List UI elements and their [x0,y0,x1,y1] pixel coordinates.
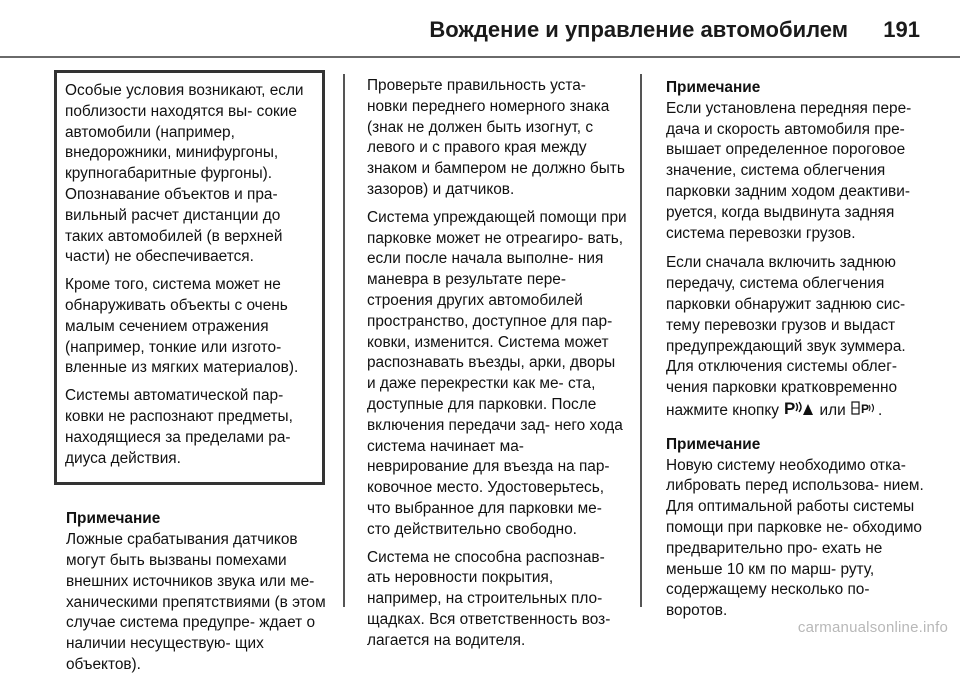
note-block [666,78,928,244]
note-text: Если установлена передняя пере- дача и скорость автомобиля пре- вышает определенное пороговое значение, система облегчения парковки задним ходом деактиви- руется, когда выдвинута задняя система перевозки грузов. [666,99,912,242]
svg-text:P: P [861,401,870,416]
note-text: Новую систему необходимо отка- либровать перед использова- нием. Для оптимальной работы системы помощи при парковке не- обходимо предварительно про- ехать не меньше 10 км по марш- руту, содержащему несколько по- воротов. [666,456,924,620]
svg-text:P: P [784,398,796,417]
watermark: carmanualsonline.info [797,619,948,636]
warning-box [54,70,325,485]
page-number: 191 [883,17,920,42]
warning-paragraph: Особые условия возникают, если поблизости находятся вы- сокие автомобили (например, внедорожники, минифургоны, крупногабаритные фургоны). Опознавание объектов и пра- вильный расчет дистанции до таких автомобилей (в верхней части) не обеспечивается. [65,82,304,266]
page-header-title: Вождение и управление автомобилем [429,17,848,42]
column-1 [66,76,338,676]
paragraph-or: или [819,401,846,419]
note-title: Примечание [666,435,761,453]
header-divider [0,56,960,58]
advanced-park-assist-button-icon [851,399,877,424]
note-title: Примечание [66,510,161,528]
column-divider [343,74,345,607]
paragraph: Проверьте правильность уста- новки переднего номерного знака (знак не должен быть изогнут, с левого и с правого края между знаком и бампером не должно быть зазоров) и датчиков. [367,77,625,198]
paragraph: Система не способна распознав- ать неровности покрытия, например, на строительных пло- щадках. Вся ответственность воз- лагается на водителя. [367,548,611,649]
warning-paragraph: Кроме того, система может не обнаруживать объекты с очень малым сечением отражения (например, тонкие или изгото- вленные из мягких материалов). [65,276,299,377]
column-3 [666,76,928,622]
paragraph-end: . [878,401,883,419]
column-2 [367,76,627,659]
note-block [66,509,338,675]
warning-paragraph: Системы автоматической пар- ковки не распознают предметы, находящиеся за пределами ра- диуса действия. [65,387,293,467]
parking-assist-button-icon [784,399,814,424]
note-text: Ложные срабатывания датчиков могут быть вызваны помехами внешних источников звука или ме- ханическими препятствиями (в этом случае система предупре- ждает о наличии несуществую- щих объектов). [66,531,326,673]
note-title: Примечание [666,79,761,96]
column-divider [640,74,642,607]
paragraph [666,253,928,423]
paragraph-text: Если сначала включить заднюю передачу, система облегчения парковки обнаружит заднюю сис- тему перевозки грузов и выдаст предупреждающий звук зуммера. Для отключения системы облег- чения парковки кратковременно нажмите кнопку [666,254,906,419]
paragraph: Система упреждающей помощи при парковке может не отреагиро- вать, если после начала выполне- ния маневра в результате пере- строения других автомобилей пространство, доступное для пар- ковки, изменится. Система может распознавать въезды, арки, дворы и даже перекрестки как ме- ста, доступные для парковки. После включения передачи зад- него хода система начинает ма- неврирование для въезда на пар- ковочное место. Удостоверьтесь, что выбранное для парковки ме- сто действительно свободно. [367,208,627,538]
note-block [666,435,928,622]
